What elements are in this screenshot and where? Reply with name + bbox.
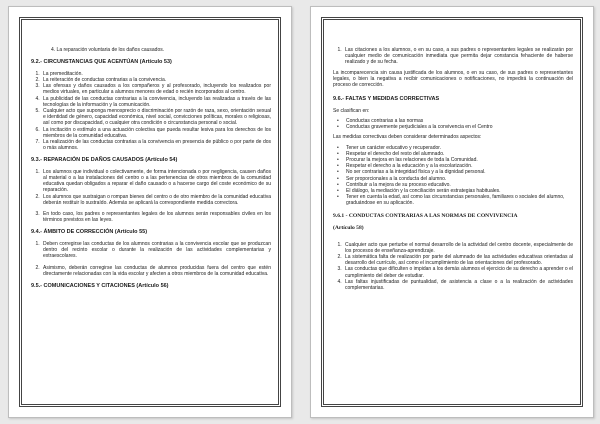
document-page-right — [310, 6, 594, 418]
list-item: 3. En todo caso, los padres o representantes legales de los alumnos serán responsables civiles en los términos previstos en las leyes. — [41, 211, 271, 223]
list-item: 4. Las faltas injustificadas de puntualidad, de asistencia a clase o a la realización de actividades complementarias. — [343, 279, 573, 291]
page-content — [31, 47, 271, 294]
list-item: • El diálogo, la mediación y la conciliación serán estrategias habituales. — [343, 188, 573, 194]
list-citaciones — [333, 47, 573, 66]
list-clasificacion — [333, 118, 573, 130]
list-circunstancias — [31, 71, 271, 152]
list-item: • Conductas gravemente perjudiciales a la convivencia en el Centro — [343, 124, 573, 130]
paragraph: Las medidas correctivas deben considerar determinados aspectos: — [333, 134, 482, 141]
list-item: 6. La incitación o estímulo a una actuación colectiva que pueda resultar lesiva para los derechos de los miembros de la comunidad educativa. — [41, 127, 271, 139]
list-item: • Contribuir a la mejora de su proceso educativo. — [343, 182, 573, 188]
list-item: 3. Las conductas que dificulten o impidan a los demás alumnos el ejercicio de su derecho a aprender o el cumplimiento del deber de estudiar. — [343, 266, 573, 278]
list-item: 4. La reparación voluntaria de los daños causados. — [51, 47, 165, 53]
list-ambito — [31, 241, 271, 277]
list-item: 1. Cualquier acto que perturbe el normal desarrollo de la actividad del centro docente, especialmente de los procesos de enseñanza-aprendizaje. — [343, 242, 573, 254]
list-item: • Tener un carácter educativo y recuperador. — [343, 145, 573, 151]
paragraph: Se clasifican en: — [333, 107, 370, 114]
list-item: 2. Asimismo, deberán corregirse las conductas de alumnos producidas fuera del centro que estén directamente relacionadas con la vida escolar y afecten a otros miembros de la comunidad educativa. — [41, 265, 271, 277]
list-item: 2. Los alumnos que sustraigan o rompan bienes del centro o de otro miembro de la comunidad educativa deberán restituir lo sustraído. Además se aplicará la correspondiente medida correctora. — [41, 194, 271, 206]
list-item: 2. La sistemática falta de realización por parte del alumnado de las actividades educativas orientadas al desarrollo del currículo, así como el incumplimiento de las orientaciones del profesorado. — [343, 254, 573, 266]
list-item: 2. La reiteración de conductas contrarias a la convivencia. — [41, 77, 271, 83]
list-item: 4. La publicidad de las conductas contrarias a la convivencia, incluyendo las realizadas a través de las tecnologías de la información y la comunicación. — [41, 96, 271, 108]
list-item: 1. Las citaciones a los alumnos, o en su caso, a sus padres o representantes legales se realizarán por cualquier medio de comunicación inmediata que permita dejar constancia fehaciente de haberse realizado y de su fecha. — [343, 47, 573, 66]
section-heading-9-6-1: 9.6.1 - CONDUCTAS CONTRARIAS A LAS NORMAS DE CONVIVENCIA — [333, 212, 518, 219]
list-item: 1. Deben corregirse las conductas de los alumnos contrarias a la convivencia escolar que se produzcan dentro del recinto escolar o durante la realización de las actividades complementarias y extraescolares. — [41, 241, 271, 260]
paragraph: La incomparecencia sin causa justificada de los alumnos, o en su caso, de sus padres o representantes legales, o bien la negativa a recibir comunicaciones o notificaciones, no impedirá la continuación del proceso de corrección. — [333, 69, 573, 89]
document-page-left — [8, 6, 292, 418]
section-heading-9-3: 9.3.- REPARACIÓN DE DAÑOS CAUSADOS (Artículo 54) — [31, 157, 178, 164]
list-item: • Respetar el derecho a la educación y a la escolarización. — [343, 163, 573, 169]
list-aspectos — [333, 145, 573, 207]
list-item: • Conductas contrarias a las normas — [343, 118, 573, 124]
list-reparacion — [31, 169, 271, 224]
list-item: 1. Los alumnos que individual o colectivamente, de forma intencionada o por negligencia, causen daños al material o a las instalaciones del centro o a las pertenencias de otros miembros de la comunidad educativa quedan obligados a reparar el daño causado o a hacerse cargo del coste económico de su reparación. — [41, 169, 271, 194]
section-heading-9-2: 9.2.- CIRCUNSTANCIAS QUE ACENTÚAN (Artículo 53) — [31, 59, 172, 66]
list-item: • No ser contrarias a la integridad física y a la dignidad personal. — [343, 169, 573, 175]
list-item: 7. La realización de las conductas contrarias a la convivencia en presencia de público o por parte de dos o más alumnos. — [41, 139, 271, 151]
list-item: • Respetar el derecho del resto del alumnado. — [343, 151, 573, 157]
list-item: • Procurar la mejora en las relaciones de toda la Comunidad. — [343, 157, 573, 163]
list-item: 1. La premeditación. — [41, 71, 271, 77]
list-conductas — [333, 242, 573, 292]
section-heading-9-6: 9.6.- FALTAS Y MEDIDAS CORRECTIVAS — [333, 96, 440, 103]
section-heading-9-4: 9.4.- ÁMBITO DE CORRECCIÓN (Artículo 55) — [31, 229, 148, 236]
list-item: 3. Las ofensas y daños causados a los compañeros y al profesorado, incluyendo los realizados por medios virtuales, en particular a alumnos menores de edad o recién incorporados al centro. — [41, 83, 271, 95]
list-item: • Ser proporcionales a la conducta del alumno. — [343, 176, 573, 182]
list-item: 5. Cualquier acto que suponga menosprecio o discriminación por razón de raza, sexo, orientación sexual e identidad de género, capacidad económica, nivel social, convicciones políticas, morales o religiosas, así como por discapacidad, o cualquier otra condición o circunstancia personal o social. — [41, 108, 271, 127]
section-heading-9-5: 9.5.- COMUNICACIONES Y CITACIONES (Artículo 56) — [31, 282, 169, 289]
page-content — [333, 47, 573, 295]
section-article-ref: (Artículo 58) — [333, 225, 364, 232]
list-item: • Tener en cuenta la edad, así como las circunstancias personales, familiares o sociales del alumno, graduándose en su aplicación. — [343, 194, 573, 206]
